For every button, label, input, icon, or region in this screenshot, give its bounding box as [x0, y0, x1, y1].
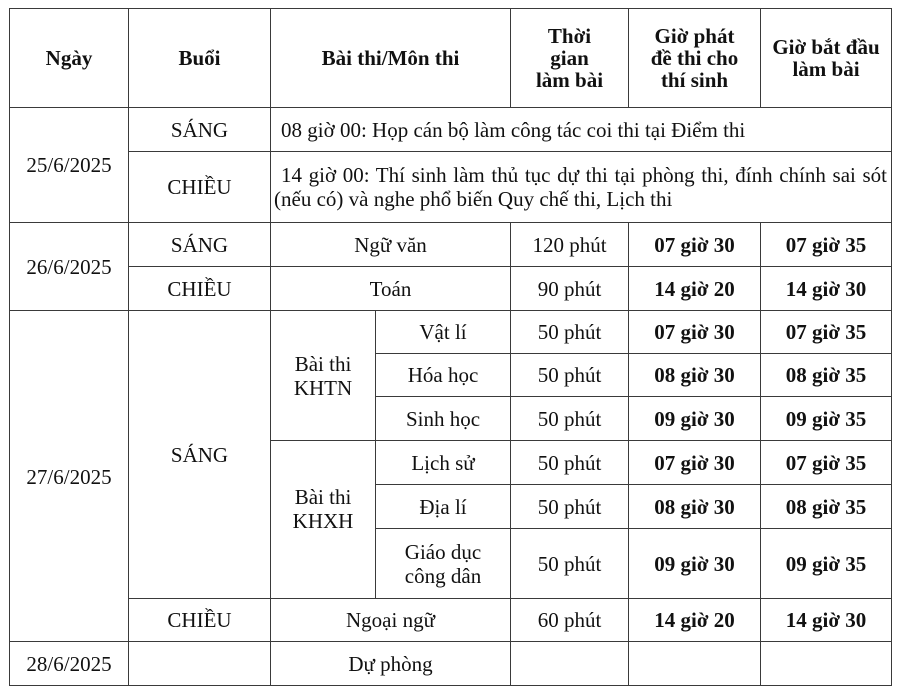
header-distribute-time: Giờ phát đề thi cho thí sinh	[628, 8, 761, 108]
duration-cell: 90 phút	[510, 266, 629, 311]
distribute-time-cell: 09 giờ 30	[628, 528, 761, 599]
start-time-cell: 07 giờ 35	[760, 310, 892, 354]
start-time-cell: 07 giờ 35	[760, 440, 892, 485]
date-cell: 25/6/2025	[9, 107, 129, 223]
duration-cell: 50 phút	[510, 310, 629, 354]
session-cell: CHIỀU	[128, 598, 271, 642]
start-time-cell: 08 giờ 35	[760, 484, 892, 529]
subject-cell: Ngữ văn	[270, 222, 511, 267]
session-cell: SÁNG	[128, 222, 271, 267]
duration-cell	[510, 641, 629, 686]
duration-cell: 50 phút	[510, 440, 629, 485]
session-cell	[128, 641, 271, 686]
header-duration: Thời gian làm bài	[510, 8, 629, 108]
subject-cell: Toán	[270, 266, 511, 311]
start-time-cell: 09 giờ 35	[760, 528, 892, 599]
session-cell: CHIỀU	[128, 266, 271, 311]
subject-cell: Lịch sử	[375, 440, 511, 485]
duration-cell: 120 phút	[510, 222, 629, 267]
duration-cell: 50 phút	[510, 396, 629, 441]
start-time-cell: 14 giờ 30	[760, 266, 892, 311]
session-cell: CHIỀU	[128, 151, 271, 223]
subject-cell: Dự phòng	[270, 641, 511, 686]
distribute-time-cell: 14 giờ 20	[628, 598, 761, 642]
note-cell: 14 giờ 00: Thí sinh làm thủ tục dự thi tại phòng thi, đính chính sai sót (nếu có) và nghe phổ biến Quy chế thi, Lịch thi	[270, 151, 892, 223]
subject-cell: Sinh học	[375, 396, 511, 441]
start-time-cell: 08 giờ 35	[760, 353, 892, 397]
date-cell: 26/6/2025	[9, 222, 129, 311]
start-time-cell: 14 giờ 30	[760, 598, 892, 642]
distribute-time-cell: 07 giờ 30	[628, 222, 761, 267]
group-cell: Bài thi KHTN	[270, 310, 376, 441]
distribute-time-cell: 09 giờ 30	[628, 396, 761, 441]
header-start-time: Giờ bắt đầu làm bài	[760, 8, 892, 108]
header-session: Buổi	[128, 8, 271, 108]
duration-cell: 50 phút	[510, 484, 629, 529]
distribute-time-cell	[628, 641, 761, 686]
duration-cell: 50 phút	[510, 353, 629, 397]
start-time-cell	[760, 641, 892, 686]
subject-cell: Ngoại ngữ	[270, 598, 511, 642]
start-time-cell: 07 giờ 35	[760, 222, 892, 267]
distribute-time-cell: 08 giờ 30	[628, 353, 761, 397]
date-cell: 27/6/2025	[9, 310, 129, 643]
subject-cell: Hóa học	[375, 353, 511, 397]
distribute-time-cell: 07 giờ 30	[628, 310, 761, 354]
header-subject: Bài thi/Môn thi	[270, 8, 511, 108]
start-time-cell: 09 giờ 35	[760, 396, 892, 441]
note-cell: 08 giờ 00: Họp cán bộ làm công tác coi thi tại Điểm thi	[270, 107, 892, 152]
session-cell: SÁNG	[128, 107, 271, 152]
duration-cell: 50 phút	[510, 528, 629, 599]
header-date: Ngày	[9, 8, 129, 108]
session-cell: SÁNG	[128, 310, 271, 599]
subject-cell: Địa lí	[375, 484, 511, 529]
group-cell: Bài thi KHXH	[270, 440, 376, 599]
distribute-time-cell: 14 giờ 20	[628, 266, 761, 311]
date-cell: 28/6/2025	[9, 641, 129, 686]
duration-cell: 60 phút	[510, 598, 629, 642]
subject-cell: Vật lí	[375, 310, 511, 354]
distribute-time-cell: 08 giờ 30	[628, 484, 761, 529]
subject-cell: Giáo dục công dân	[375, 528, 511, 599]
distribute-time-cell: 07 giờ 30	[628, 440, 761, 485]
